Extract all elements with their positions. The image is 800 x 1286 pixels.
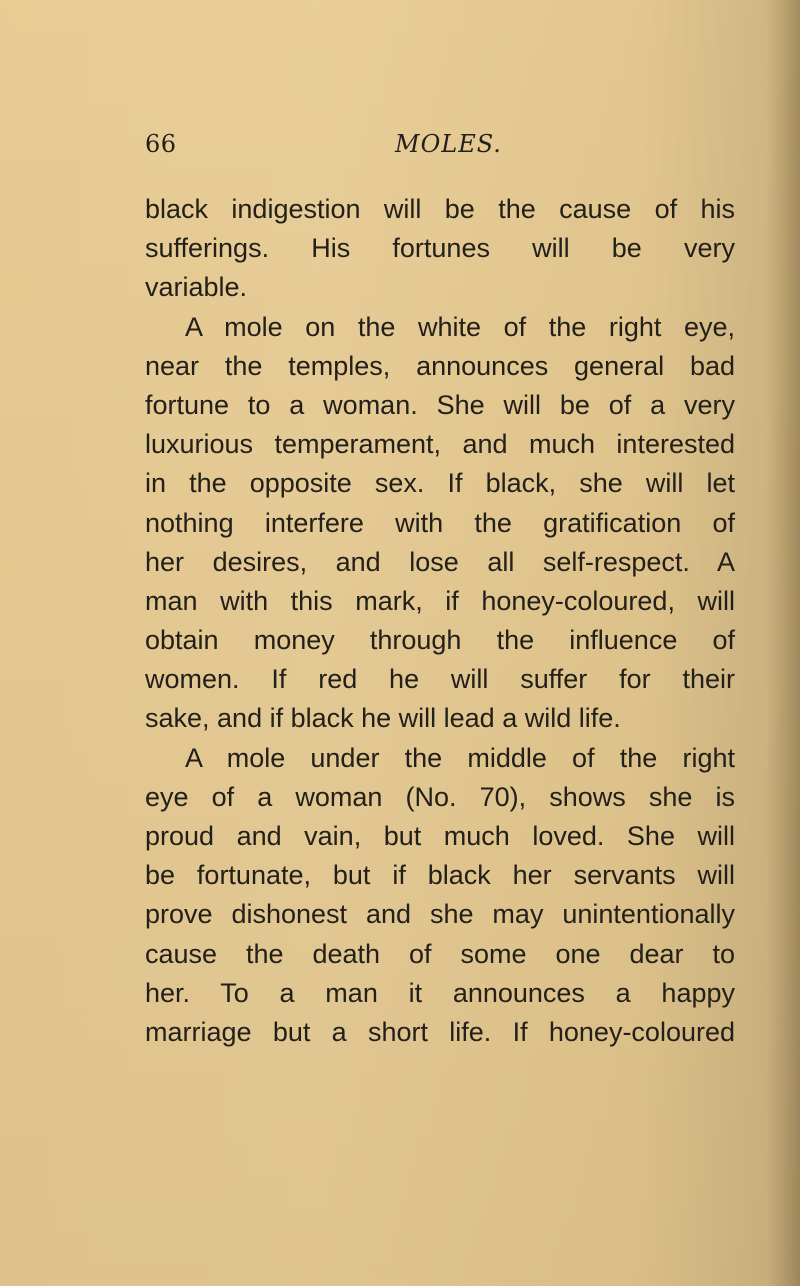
text-line: black indigestion will be the cause of his [145, 194, 735, 224]
text-line: prove dishonest and she may unintentionally [145, 899, 735, 930]
text-line: man with this mark, if honey-coloured, will [145, 585, 735, 616]
text-line: near the temples, announces general bad [145, 350, 735, 381]
body-text [145, 190, 735, 1052]
text-line: A mole on the white of the right eye, [185, 311, 735, 342]
text-line: A mole under the middle of the right [185, 742, 735, 773]
running-head: MOLES. [395, 130, 502, 158]
text-line: cause the death of some one dear to [145, 938, 735, 969]
page-header [145, 124, 735, 164]
text-line: sufferings. His fortunes will be very [145, 233, 735, 264]
text-line: sake, and if black he will lead a wild life. [145, 703, 621, 734]
text-line: women. If red he will suffer for their [145, 664, 735, 695]
text-line: fortune to a woman. She will be of a very [145, 389, 735, 420]
text-line: variable. [145, 272, 248, 303]
page-number: 66 [145, 130, 177, 158]
text-line: be fortunate, but if black her servants will [145, 860, 735, 891]
text-line: luxurious temperament, and much interested [145, 429, 735, 460]
page-edge-shadow [766, 0, 800, 1286]
text-line: marriage but a short life. If honey-coloured [145, 1016, 735, 1047]
text-line: proud and vain, but much loved. She will [145, 821, 735, 851]
text-line: her. To a man it announces a happy [145, 977, 735, 1008]
text-line: her desires, and lose all self-respect. A [145, 546, 735, 577]
text-line: eye of a woman (No. 70), shows she is [145, 781, 735, 812]
text-line: obtain money through the influence of [145, 625, 735, 656]
text-line: in the opposite sex. If black, she will let [145, 468, 735, 499]
text-line: nothing interfere with the gratification of [145, 507, 735, 538]
